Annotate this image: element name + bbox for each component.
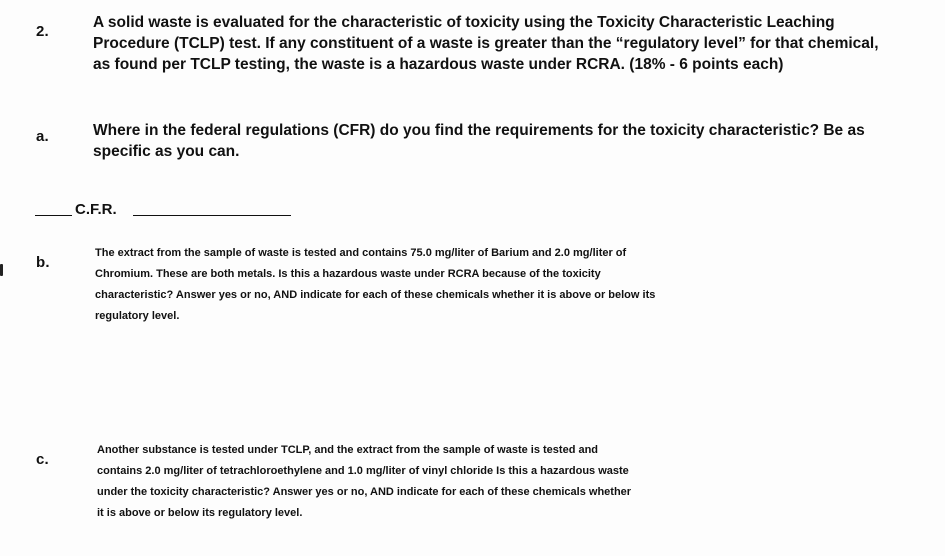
part-b-line: The extract from the sample of waste is tested and contains 75.0 mg/liter of Barium and 2.0 mg/liter of — [95, 247, 627, 259]
cfr-label: C.F.R. — [75, 201, 117, 218]
part-c-text — [97, 440, 942, 524]
question-line: as found per TCLP testing, the waste is a hazardous waste under RCRA. (18% - 6 points each) — [93, 56, 784, 73]
part-a-line: Where in the federal regulations (CFR) do you find the requirements for the toxicity characteristic? Be as — [93, 122, 865, 139]
part-b-label: b. — [36, 254, 50, 271]
part-b-text — [95, 243, 940, 327]
part-a-label: a. — [36, 128, 49, 145]
question-text — [93, 12, 938, 75]
part-c-line: under the toxicity characteristic? Answer yes or no, AND indicate for each of these chemicals whether — [97, 486, 632, 498]
part-c-line: it is above or below its regulatory level. — [97, 507, 303, 519]
part-c-line: contains 2.0 mg/liter of tetrachloroethylene and 1.0 mg/liter of vinyl chloride Is this a hazardous waste — [97, 465, 629, 477]
part-b-line: Chromium. These are both metals. Is this a hazardous waste under RCRA because of the toxicity — [95, 268, 601, 280]
question-line: A solid waste is evaluated for the characteristic of toxicity using the Toxicity Characteristic Leaching — [93, 14, 835, 31]
part-b-line: characteristic? Answer yes or no, AND indicate for each of these chemicals whether it is above or below its — [95, 289, 656, 301]
question-line: Procedure (TCLP) test. If any constituent of a waste is greater than the “regulatory level” for that chemical, — [93, 35, 879, 52]
part-c-line: Another substance is tested under TCLP, and the extract from the sample of waste is tested and — [97, 444, 599, 456]
question-number: 2. — [36, 23, 49, 40]
answer-blank-prefix[interactable] — [35, 215, 72, 216]
part-a-line: specific as you can. — [93, 143, 240, 160]
answer-blank-cfr[interactable] — [133, 215, 291, 216]
part-a-text — [93, 120, 938, 162]
part-c-label: c. — [36, 451, 49, 468]
part-b-line: regulatory level. — [95, 310, 180, 322]
scan-edge-mark — [0, 264, 3, 276]
